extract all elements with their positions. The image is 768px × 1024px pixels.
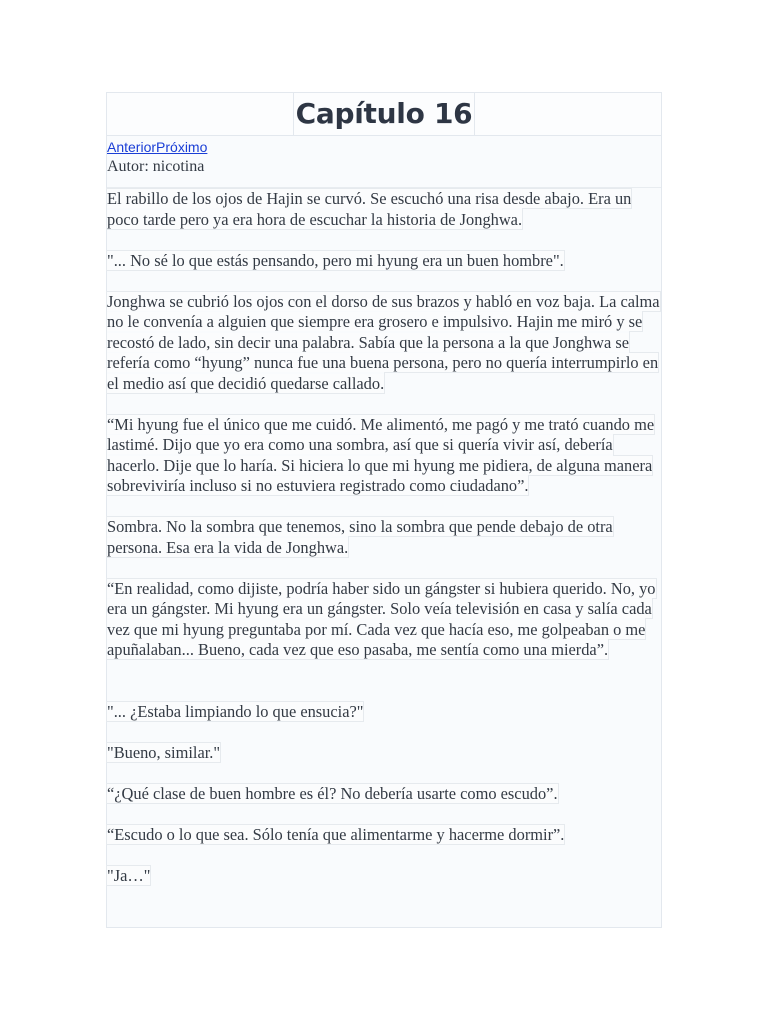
chapter-body [107, 187, 661, 886]
chapter-nav [107, 137, 661, 157]
paragraph: "... No sé lo que estás pensando, pero mi hyung era un buen hombre". [107, 250, 564, 270]
paragraph: El rabillo de los ojos de Hajin se curvó. Se escuchó una risa desde abajo. Era un poco tarde pero ya era hora de escuchar la historia de Jonghwa. [107, 189, 632, 229]
paragraph: "... ¿Estaba limpiando lo que ensucia?" [107, 701, 364, 721]
paragraph: “¿Qué clase de buen hombre es él? No debería usarte como escudo”. [107, 783, 558, 803]
next-chapter-link[interactable]: Próximo [156, 139, 208, 155]
author-line: Autor: nicotina [107, 158, 205, 175]
paragraph: Jonghwa se cubrió los ojos con el dorso de sus brazos y habló en voz baja. La calma no le convenía a alguien que siempre era grosero e impulsivo. Hajin me miró y se recostó de lado, sin decir una palabra. Sabía que la persona a la que Jonghwa se refería como “hyung” nunca fue una buena persona, pero no quería interrumpirlo en el medio así que decidió quedarse callado. [107, 291, 660, 393]
title-bar [107, 93, 661, 136]
paragraph: Sombra. No la sombra que tenemos, sino la sombra que pende debajo de otra persona. Esa era la vida de Jonghwa. [107, 517, 613, 557]
paragraph: "Bueno, similar." [107, 742, 221, 762]
prev-chapter-link[interactable]: Anterior [107, 139, 157, 155]
paragraph: “Escudo o lo que sea. Sólo tenía que alimentarme y hacerme dormir”. [107, 824, 565, 844]
paragraph: "Ja…" [107, 865, 151, 885]
chapter-page [106, 92, 662, 928]
paragraph: “En realidad, como dijiste, podría haber sido un gángster si hubiera querido. No, yo era un gángster. Mi hyung era un gángster. Solo veía televisión en casa y salía cada vez que mi hyung preguntaba por mí. Cada vez que hacía eso, me golpeaban o me apuñalaban... Bueno, cada vez que eso pasaba, me sentía como una mierda”. [107, 578, 656, 659]
chapter-title: Capítulo 16 [293, 93, 476, 135]
paragraph: “Mi hyung fue el único que me cuidó. Me alimentó, me pagó y me trató cuando me lastimé. Dijo que yo era como una sombra, así que si quería vivir así, debería hacerlo. Dije que lo haría. Si hiciera lo que mi hyung me pidiera, de alguna manera sobreviviría incluso si no estuviera registrado como ciudadano”. [107, 414, 655, 495]
